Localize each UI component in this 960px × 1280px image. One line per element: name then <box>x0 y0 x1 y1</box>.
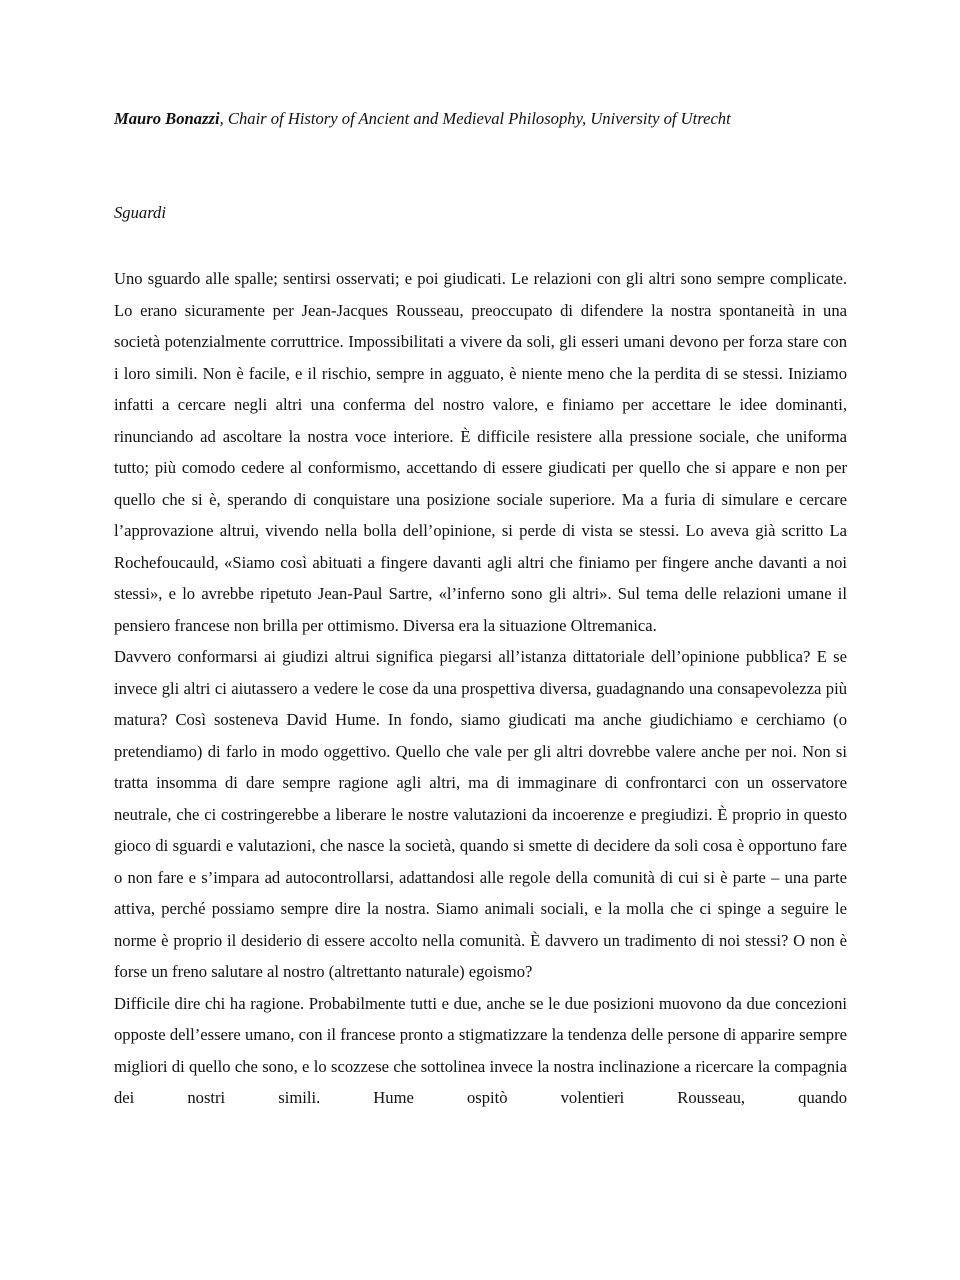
paragraph-3: Difficile dire chi ha ragione. Probabilmente tutti e due, anche se le due posizioni muovono da due concezioni opposte dell’essere umano, con il francese pronto a stigmatizzare la tendenza delle persone di apparire sempre migliori di quello che sono, e lo scozzese che sottolinea invece la nostra inclinazione a ricercare la compagnia dei nostri simili. Hume ospitò volentieri Rousseau, quando <box>114 993 847 1107</box>
author-affiliation: , Chair of History of Ancient and Medieval Philosophy, University of Utrecht <box>219 109 731 128</box>
paragraph-2: Davvero conformarsi ai giudizi altrui significa piegarsi all’istanza dittatoriale dell’opinione pubblica? E se invece gli altri ci aiutassero a vedere le cose da una prospettiva diversa, guadagnando una consapevolezza più matura? Così sosteneva David Hume. In fondo, siamo giudicati ma anche giudichiamo e cerchiamo (o pretendiamo) di farlo in modo oggettivo. Quello che vale per gli altri dovrebbe valere anche per noi. Non si tratta insomma di dare sempre ragione agli altri, ma di immaginare di confrontarci con un osservatore neutrale, che ci costringerebbe a liberare le nostre valutazioni da incoerenze e pregiudizi. È proprio in questo gioco di sguardi e valutazioni, che nasce la società, quando si smette di decidere da soli cosa è opportuno fare o non fare e s’impara ad autocontrollarsi, adattandosi alle regole della comunità di cui si è parte – una parte attiva, perché possiamo sempre dire la nostra. Siamo animali sociali, e la molla che ci spinge a seguire le norme è proprio il desiderio di essere accolto nella comunità. È davvero un tradimento di noi stessi? O non è forse un freno salutare al nostro (altrettanto naturale) egoismo? <box>114 647 847 981</box>
author-line <box>114 108 854 130</box>
paragraph-1: Uno sguardo alle spalle; sentirsi osservati; e poi giudicati. Le relazioni con gli altri sono sempre complicate. Lo erano sicuramente per Jean-Jacques Rousseau, preoccupato di difendere la nostra spontaneità in una società potenzialmente corruttrice. Impossibilitati a vivere da soli, gli esseri umani devono per forza stare con i loro simili. Non è facile, e il rischio, sempre in agguato, è niente meno che la perdita di se stessi. Iniziamo infatti a cercare negli altri una conferma del nostro valore, e finiamo per accettare le idee dominanti, rinunciando ad ascoltare la nostra voce interiore. È difficile resistere alla pressione sociale, che uniforma tutto; più comodo cedere al conformismo, accettando di essere giudicati per quello che si appare e non per quello che si è, sperando di conquistare una posizione sociale superiore. Ma a furia di simulare e cercare l’approvazione altrui, vivendo nella bolla dell’opinione, si perde di vista se stessi. Lo aveva già scritto La Rochefoucauld, «Siamo così abituati a fingere davanti agli altri che finiamo per fingere anche davanti a noi stessi», e lo avrebbe ripetuto Jean-Paul Sartre, «l’inferno sono gli altri». Sul tema delle relazioni umane il pensiero francese non brilla per ottimismo. Diversa era la situazione Oltremanica. <box>114 269 847 635</box>
author-name: Mauro Bonazzi <box>114 109 220 128</box>
article-body <box>114 263 847 1114</box>
section-title: Sguardi <box>114 203 166 222</box>
